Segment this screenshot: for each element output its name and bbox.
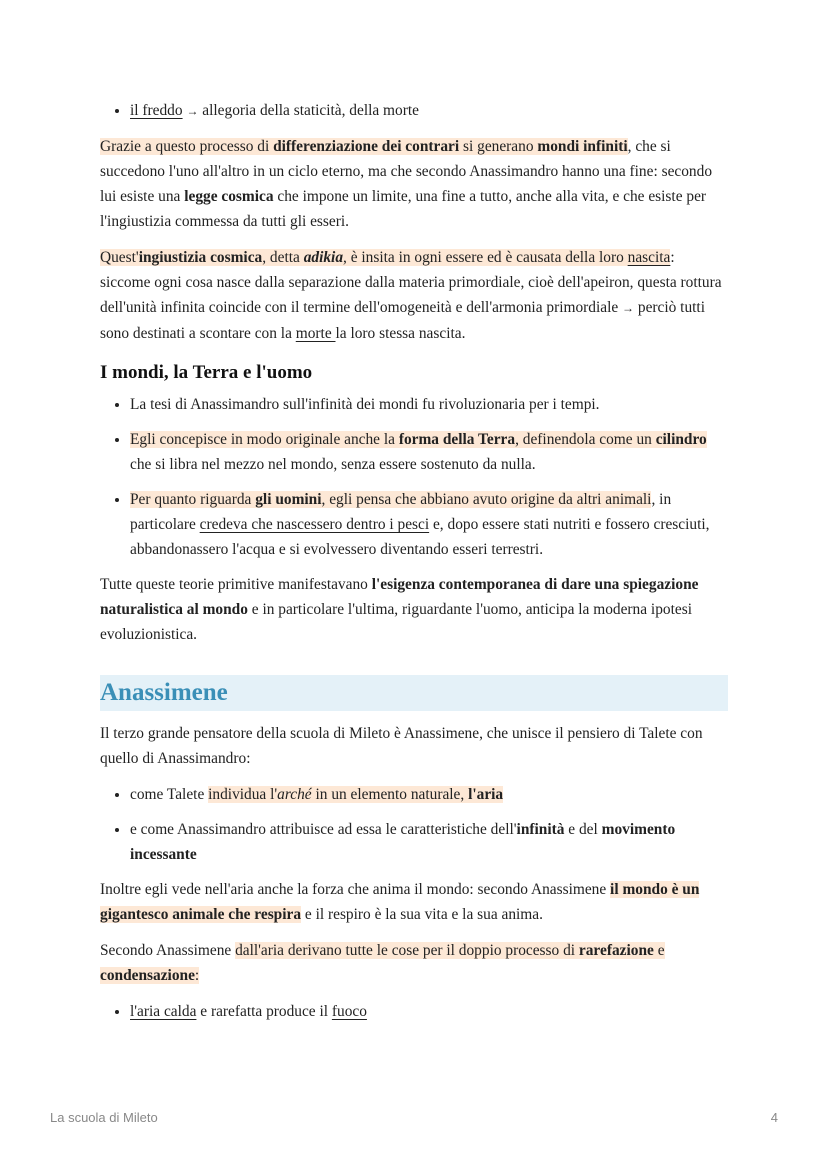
paragraph-intro-anassimene: Il terzo grande pensatore della scuola di Mileto è Anassimene, che unisce il pensiero di Talete con quello di Anassimandro: [100,725,703,767]
underlined-term: il freddo [130,102,183,119]
list-item: • il freddo → allegoria della staticità, della morte [130,98,728,124]
list-item: • come Talete individua l'arché in un elemento naturale, l'aria [130,782,728,807]
list-item: • e come Anassimandro attribuisce ad essa le caratteristiche dell'infinità e del movimento incessante [130,817,728,867]
bullet-list-aria [100,999,728,1024]
list-item: • La tesi di Anassimandro sull'infinità dei mondi fu rivoluzionaria per i tempi. [130,392,728,417]
bullet-list-top [100,98,728,124]
bullet-list-mondi [100,392,728,562]
paragraph-rarefazione: Secondo Anassimene dall'aria derivano tutte le cose per il doppio processo di rarefazione e condensazione: [100,942,665,984]
paragraph-conclusion: Tutte queste teorie primitive manifestavano l'esigenza contemporanea di dare una spiegazione naturalistica al mondo e in particolare l'ultima, riguardante l'uomo, anticipa la moderna ipotesi evoluzionistica. [100,576,699,643]
right-arrow-icon: → [622,301,635,315]
section-heading: I mondi, la Terra e l'uomo [100,362,313,383]
paragraph-differenziazione: Grazie a questo processo di differenziazione dei contrari si generano mondi infiniti, che si succedono l'uno all'altro in un ciclo eterno, ma che secondo Anassimandro hanno una fine: secondo lui esiste una legge cosmica che impone un limite, una fine a tutto, anche alla vita, e che esiste per l'ingiustizia commessa da tutti gli esseri. [100,138,713,230]
paragraph-respiro: Inoltre egli vede nell'aria anche la forza che anima il mondo: secondo Anassimene il mondo è un gigantesco animale che respira e il respiro è la sua vita e la sua anima. [100,881,700,923]
chapter-heading: Anassimene [100,675,728,711]
paragraph-adikia: Quest'ingiustizia cosmica, detta adikia, è insita in ogni essere ed è causata della loro nascita: siccome ogni cosa nasce dalla separazione dalla materia primordiale, cioè dell'apeiron, questa rottura dell'unità infinita coincide con il termine dell'omogeneità e dell'armonia primordiale → perciò tutti sono destinati a scontare con la morte la loro stessa nascita. [100,249,722,342]
page-number: 4 [770,1110,778,1125]
footer-title: La scuola di Mileto [50,1110,158,1125]
list-item: • l'aria calda e rarefatta produce il fuoco [130,999,728,1024]
list-item: • Per quanto riguarda gli uomini, egli pensa che abbiano avuto origine da altri animali, in particolare credeva che nascessero dentro i pesci e, dopo essere stati nutriti e fossero cresciuti, abbandonassero l'acqua e si evolvessero diventando esseri terrestri. [130,487,728,562]
document-page [100,98,728,1034]
bullet-list-anassimene [100,782,728,867]
page-footer [50,1110,778,1125]
list-item: • Egli concepisce in modo originale anche la forma della Terra, definendola come un cilindro che si libra nel mezzo nel mondo, senza essere sostenuto da nulla. [130,427,728,477]
right-arrow-icon: → [186,104,199,118]
